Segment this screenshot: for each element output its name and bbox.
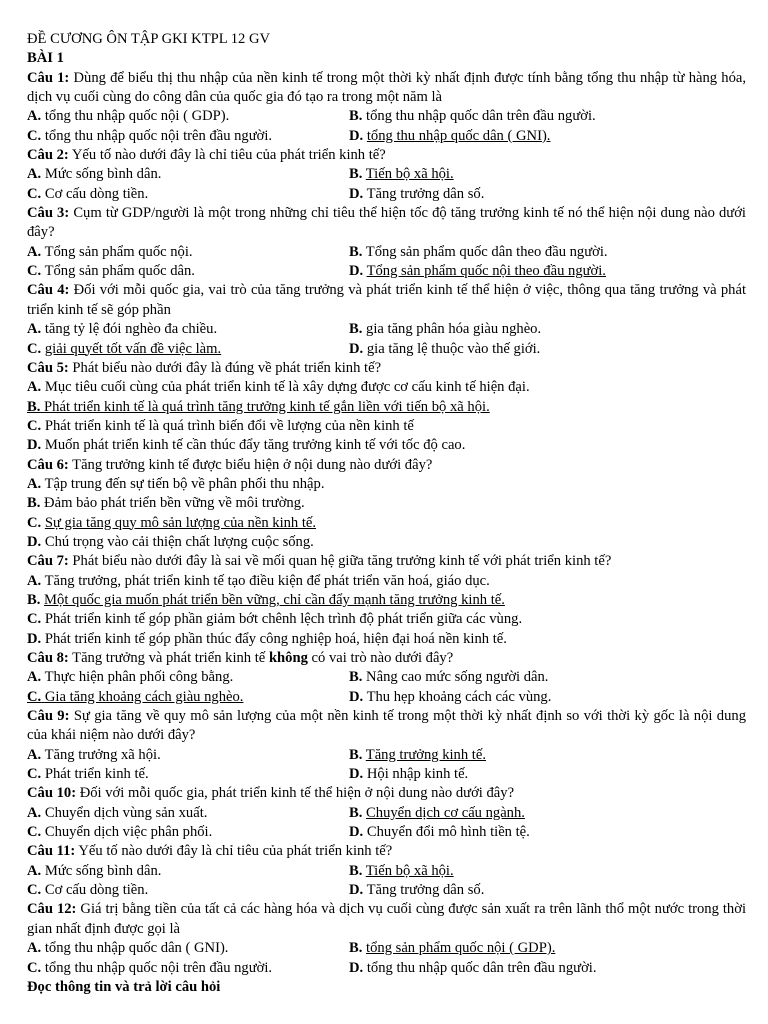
question-text: Dùng để biểu thị thu nhập của nền kinh tế trong một thời kỳ nhất định được tính bằng tổng thu nhập từ hàng hóa, dịch vụ cuối cùng do công dân của quốc gia đó tạo ra trong một năm là — [27, 69, 747, 106]
question-text: Yếu tố nào dưới đây là chỉ tiêu của phát triển kinh tế? — [71, 147, 386, 164]
question-label: Câu 6: — [27, 456, 69, 473]
options-row — [27, 862, 746, 881]
options-row — [27, 804, 746, 823]
option-c: C. Cơ cấu dòng tiền. — [27, 882, 149, 899]
question-text: Cụm từ GDP/người là một trong những chỉ tiêu thể hiện tốc độ tăng trưởng kinh tế nó thể hiện nội dung nào dưới đây? — [27, 205, 746, 241]
emphasis-word: không — [268, 650, 308, 666]
question-1 — [27, 69, 746, 108]
option-c-answer: C. Sự gia tăng quy mô sản lượng của nền kinh tế. — [27, 514, 317, 531]
option-b-answer: B. Tiến bộ xã hội. — [349, 166, 454, 183]
option-d: D. Chuyển đổi mô hình tiền tệ. — [349, 824, 530, 841]
option-a: A. tổng thu nhập quốc nội ( GDP). — [27, 108, 230, 125]
options-row — [27, 688, 746, 707]
question-label: Câu 12: — [27, 901, 77, 918]
option-a: A. Tổng sản phẩm quốc nội. — [27, 243, 193, 260]
options-row — [27, 165, 746, 184]
option-a: A. Tăng trưởng, phát triển kinh tế tạo điều kiện để phát triển văn hoá, giáo dục. — [27, 572, 490, 589]
option-b-answer: B. Tiến bộ xã hội. — [349, 862, 454, 879]
question-label: Câu 10: — [27, 785, 77, 802]
options-row — [27, 746, 746, 765]
option-a: A. Mức sống bình dân. — [27, 862, 162, 879]
option-b: B. tổng thu nhập quốc dân trên đầu người. — [349, 108, 596, 125]
question-10 — [27, 784, 746, 803]
option-b: B. Tổng sản phẩm quốc dân theo đầu người. — [349, 243, 608, 260]
question-text: Yếu tố nào dưới đây là chỉ tiêu của phát triển kinh tế? — [78, 843, 393, 860]
section-heading: Đọc thông tin và trả lời câu hỏi — [27, 978, 221, 995]
options-row — [27, 185, 746, 204]
question-label: Câu 2: — [27, 147, 69, 164]
question-6 — [27, 456, 746, 475]
question-2 — [27, 146, 746, 165]
option-b-answer: B. Phát triển kinh tế là quá trình tăng trưởng kinh tế gắn liền với tiến bộ xã hội. — [27, 398, 490, 415]
option-a: A. tăng tỷ lệ đói nghèo đa chiều. — [27, 321, 218, 338]
option-c: C. Cơ cấu dòng tiền. — [27, 185, 149, 202]
question-7 — [27, 552, 746, 571]
question-label: Câu 3: — [27, 205, 70, 222]
options-row — [27, 107, 746, 126]
question-8: Câu 8: Tăng trưởng và phát triển kinh tế không có vai trò nào dưới đây? — [27, 650, 454, 666]
question-11 — [27, 842, 746, 861]
option-b-answer: B. Tăng trưởng kinh tế. — [349, 746, 486, 763]
question-label: Câu 1: — [27, 69, 70, 86]
option-b-answer: B. Chuyển dịch cơ cấu ngành. — [349, 804, 525, 821]
question-text: Tăng trưởng kinh tế được biểu hiện ở nội dung nào dưới đây? — [72, 456, 433, 473]
question-text: Phát biểu nào dưới đây là đúng về phát triển kinh tế? — [72, 359, 382, 376]
options-row — [27, 668, 746, 687]
option-c: C. Chuyển dịch việc phân phối. — [27, 824, 213, 841]
option-c: C. Phát triển kinh tế góp phần giảm bớt chênh lệch trình độ phát triển giữa các vùng. — [27, 611, 523, 628]
question-text: Đối với mỗi quốc gia, phát triển kinh tế thể hiện ở nội dung nào dưới đây? — [79, 785, 515, 802]
question-text: Giá trị bằng tiền của tất cả các hàng hóa và dịch vụ cuối cùng được sản xuất ra trên lãnh thổ một nước trong thời gian nhất định được gọi là — [27, 901, 746, 937]
option-a: A. Tập trung đến sự tiến bộ về phân phối thu nhập. — [27, 475, 325, 492]
option-d: D. Thu hẹp khoảng cách các vùng. — [349, 688, 552, 705]
option-a: A. Tăng trưởng xã hội. — [27, 746, 161, 763]
option-c: C. Tổng sản phẩm quốc dân. — [27, 263, 195, 280]
option-d-answer: D. tổng thu nhập quốc dân ( GNI). — [349, 127, 551, 144]
option-b: B. Nâng cao mức sống người dân. — [349, 669, 549, 686]
question-4 — [27, 281, 746, 320]
options-row — [27, 765, 746, 784]
lesson-heading: BÀI 1 — [27, 50, 64, 67]
options-row — [27, 320, 746, 339]
option-c: C. Phát triển kinh tế. — [27, 766, 149, 783]
question-3 — [27, 204, 746, 243]
options-row — [27, 939, 746, 958]
option-b: B. Đảm bảo phát triển bền vững về môi trường. — [27, 495, 305, 512]
options-row — [27, 959, 746, 978]
option-c-answer: C. giải quyết tốt vấn đề việc làm. — [27, 340, 222, 357]
option-d: D. Chú trọng vào cải thiện chất lượng cuộc sống. — [27, 533, 314, 550]
option-d: D. Tăng trưởng dân số. — [349, 882, 485, 899]
question-label: Câu 7: — [27, 553, 69, 570]
question-label: Câu 11: — [27, 843, 76, 860]
question-12 — [27, 900, 746, 939]
question-label: Câu 8: — [27, 650, 69, 666]
option-b: B. gia tăng phân hóa giàu nghèo. — [349, 321, 542, 338]
option-a: A. Mục tiêu cuối cùng của phát triển kinh tế là xây dựng được cơ cấu kinh tế hiện đại. — [27, 379, 530, 396]
option-d: D. Hội nhập kinh tế. — [349, 766, 469, 783]
option-d: D. gia tăng lệ thuộc vào thế giới. — [349, 340, 541, 357]
option-a: A. Mức sống bình dân. — [27, 166, 162, 183]
options-row — [27, 823, 746, 842]
option-d: D. Muốn phát triển kinh tế cần thúc đẩy tăng trưởng kinh tế với tốc độ cao. — [27, 437, 466, 454]
question-text: Sự gia tăng về quy mô sản lượng của một nền kinh tế trong một thời kỳ nhất định so với thời kỳ gốc là nội dung của khái niệm nào dưới đây? — [27, 708, 746, 744]
options-row — [27, 881, 746, 900]
question-label: Câu 5: — [27, 359, 69, 376]
options-row — [27, 127, 746, 146]
options-row — [27, 340, 746, 359]
option-c-answer: C. Gia tăng khoảng cách giàu nghèo. — [27, 688, 244, 705]
option-d-answer: D. Tổng sản phẩm quốc nội theo đầu người. — [349, 263, 606, 280]
question-text: Phát biểu nào dưới đây là sai về mối quan hệ giữa tăng trưởng kinh tế với phát triển kinh tế? — [72, 553, 612, 570]
question-label: Câu 9: — [27, 708, 70, 725]
option-c: C. Phát triển kinh tế là quá trình biến đổi về lượng của nền kinh tế — [27, 417, 414, 434]
question-label: Câu 4: — [27, 282, 70, 299]
option-a: A. Chuyển dịch vùng sản xuất. — [27, 804, 208, 821]
option-d: D. tổng thu nhập quốc dân trên đầu người. — [349, 959, 597, 976]
options-row — [27, 262, 746, 281]
document-title: ĐỀ CƯƠNG ÔN TẬP GKI KTPL 12 GV — [27, 31, 271, 47]
option-d: D. Tăng trưởng dân số. — [349, 185, 485, 202]
option-c: C. tổng thu nhập quốc nội trên đầu người. — [27, 127, 273, 144]
option-b-answer: B. Một quốc gia muốn phát triển bền vững, chỉ cần đẩy mạnh tăng trưởng kinh tế. — [27, 591, 505, 608]
option-d: D. Phát triển kinh tế góp phần thúc đẩy công nghiệp hoá, hiện đại hoá nền kinh tế. — [27, 630, 507, 647]
options-row — [27, 243, 746, 262]
option-a: A. tổng thu nhập quốc dân ( GNI). — [27, 940, 229, 957]
question-text: Đối với mỗi quốc gia, vai trò của tăng trưởng và phát triển kinh tế thể hiện ở việc, thông qua tăng trưởng và phát triển kinh tế sẽ góp phần — [27, 282, 746, 318]
question-9 — [27, 707, 746, 746]
question-5 — [27, 359, 746, 378]
option-b-answer: B. tổng sản phẩm quốc nội ( GDP). — [349, 940, 556, 957]
option-a: A. Thực hiện phân phối công bằng. — [27, 669, 234, 686]
option-c: C. tổng thu nhập quốc nội trên đầu người. — [27, 959, 273, 976]
